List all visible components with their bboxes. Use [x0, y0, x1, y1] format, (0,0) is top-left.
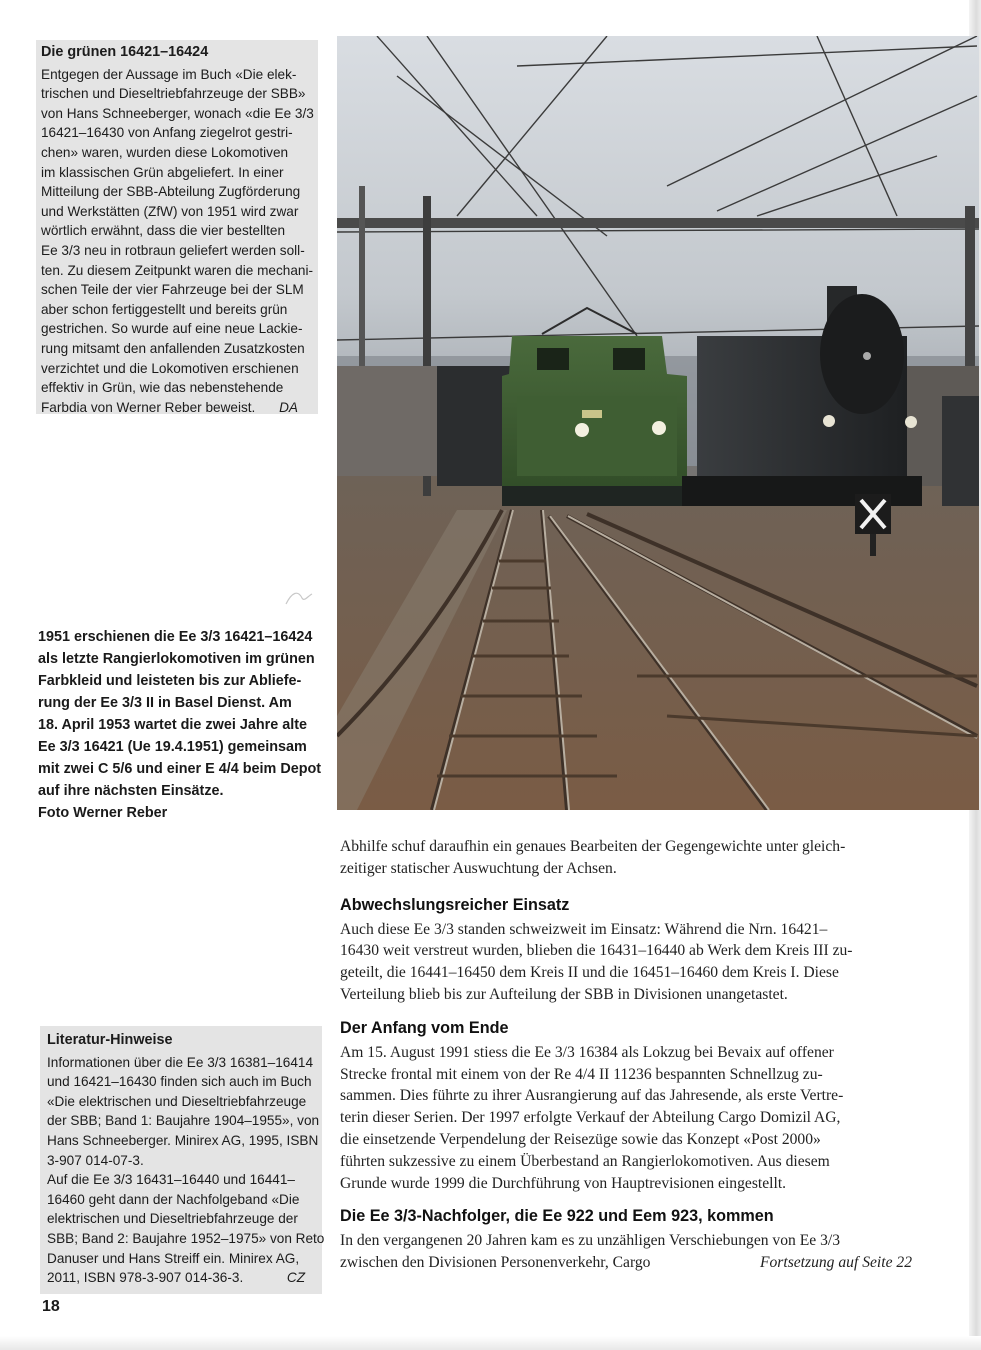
- literature-text-line: Hans Schneeberger. Minirex AG, 1995, ISBN: [47, 1132, 319, 1148]
- caption-text-line: auf ihre nächsten Einsätze.: [38, 783, 224, 799]
- section-anfang-text: [340, 1042, 912, 1195]
- literature-text-line: 16460 geht dann der Nachfolgeband «Die: [47, 1191, 300, 1207]
- section-einsatz-text: [340, 919, 912, 1006]
- caption-text-line: mit zwei C 5/6 und einer E 4/4 beim Depot: [38, 761, 322, 777]
- article-body: [340, 836, 912, 1274]
- caption-text-line: rung der Ee 3/3 II in Basel Dienst. Am: [38, 695, 292, 711]
- sidebar-text-line: Mitteilung der SBB-Abteilung Zugförderung: [41, 184, 301, 200]
- section-text-line: terin dieser Serien. Der 1997 erfolgte Verkauf der Abteilung Cargo Domizil AG,: [340, 1109, 841, 1127]
- sidebar-title: Die grünen 16421–16424: [41, 44, 209, 60]
- section-text-line: 16430 weit verstreut wurden, blieben die 16431–16440 ab Werk dem Kreis III zu-: [340, 942, 853, 960]
- sidebar-text-line: 16421–16430 von Anfang ziegelrot gestri-: [41, 125, 293, 141]
- sidebar-text-line: trischen und Dieseltriebfahrzeuge der SBB»: [41, 86, 306, 102]
- literature-text-line: elektrischen und Dieseltriebfahrzeuge der: [47, 1211, 298, 1227]
- sidebar-green-locos: [36, 40, 318, 414]
- sidebar-text-line: im klassischen Grün abgeliefert. In einer: [41, 164, 284, 180]
- sidebar-text-line: Ee 3/3 neu in rotbraun geliefert werden soll-: [41, 242, 305, 258]
- sidebar-text-line: chen» waren, wurden diese Lokomotiven: [41, 144, 289, 160]
- literature-text-line: Auf die Ee 3/3 16431–16440 und 16441–: [47, 1172, 295, 1188]
- caption-text-line: als letzte Rangierlokomotiven im grünen: [38, 651, 315, 667]
- section-text-line: Auch diese Ee 3/3 standen schweizweit im Einsatz: Während die Nrn. 16421–: [340, 920, 828, 938]
- sidebar-text-line: Entgegen der Aussage im Buch «Die elek-: [41, 66, 297, 82]
- literature-text-line: SBB; Band 2: Baujahre 1952–1975» von Reto: [47, 1230, 325, 1246]
- sidebar-body: [41, 65, 312, 398]
- section-heading-anfang-vom-ende: Der Anfang vom Ende: [340, 1018, 509, 1037]
- literature-body: [47, 1053, 325, 1269]
- sidebar-text-line: von Hans Schneeberger, wonach «die Ee 3/3: [41, 105, 314, 121]
- caption-text-line: Farbkleid und leisteten bis zur Abliefe-: [38, 673, 302, 689]
- page-bottom-edge: [0, 1336, 981, 1350]
- literature-last-line: [47, 1268, 315, 1288]
- caption-text-line: Foto Werner Reber: [38, 805, 168, 821]
- sidebar-text-line: schen Teile der vier Fahrzeuge bei der SLM: [41, 282, 304, 298]
- sidebar-text-line: und Werkstätten (ZfW) von 1951 wird zwar: [41, 203, 299, 219]
- section-text-line: In den vergangenen 20 Jahren kam es zu unzähligen Verschiebungen von Ee 3/3: [340, 1232, 840, 1250]
- section-text-line: Am 15. August 1991 stiess die Ee 3/3 16384 als Lokzug bei Bevaix auf offener: [340, 1043, 834, 1061]
- literature-signature: CZ: [286, 1270, 305, 1286]
- literature-text-line: «Die elektrischen und Dieseltriebfahrzeuge: [47, 1093, 307, 1109]
- intro-text-line: zeitiger statischer Auswuchtung der Achsen.: [340, 859, 617, 877]
- sidebar-last-text: Farbdia von Werner Reber beweist.: [41, 399, 256, 415]
- section-nachfolger-last-line: zwischen den Divisionen Personenverkehr, Cargo: [340, 1254, 651, 1272]
- literature-text-line: Informationen über die Ee 3/3 16381–16414: [47, 1054, 314, 1070]
- literature-text-line: und 16421–16430 finden sich auch im Buch: [47, 1074, 312, 1090]
- literature-text-line: der SBB; Band 1: Baujahre 1904–1955», von: [47, 1113, 320, 1129]
- section-text-line: sammen. Dies führte zu ihrer Ausrangierung auf das Jahresende, als erste Vertre-: [340, 1087, 844, 1105]
- sidebar-text-line: verzichtet und die Lokomotiven erschienen: [41, 360, 299, 376]
- literature-box: [40, 1026, 325, 1294]
- sidebar-text-line: aber schon fertiggestellt und bereits grün: [41, 301, 288, 317]
- sidebar-text-line: effektiv in Grün, wie das nebenstehende: [41, 380, 284, 396]
- caption-text-line: 1951 erschienen die Ee 3/3 16421–16424: [38, 629, 313, 645]
- literature-text-line: 3-907 014-07-3.: [47, 1152, 144, 1168]
- sidebar-text-line: wörtlich erwähnt, dass die vier bestellten: [41, 223, 286, 239]
- intro-paragraph: [340, 836, 912, 880]
- photo-locomotives-depot: [337, 36, 979, 810]
- literature-text-line: Danuser und Hans Streiff ein. Minirex AG,: [47, 1250, 300, 1266]
- intro-text-line: Abhilfe schuf daraufhin ein genaues Bearbeiten der Gegengewichte unter gleich-: [340, 838, 846, 855]
- section-nachfolger-text: [340, 1230, 912, 1252]
- section-text-line: Strecke frontal mit einem von der Re 4/4 II 11236 bespannten Schnellzug zu-: [340, 1065, 823, 1083]
- caption-text-line: 18. April 1953 wartet die zwei Jahre alte: [38, 717, 308, 733]
- sidebar-signature: DA: [279, 399, 298, 415]
- sidebar-text-line: rung mitsamt den anfallenden Zusatzkosten: [41, 340, 305, 356]
- section-text-line: geteilt, die 16441–16450 dem Kreis II und die 16451–16460 dem Kreis I. Diese: [340, 964, 839, 982]
- section-heading-einsatz: Abwechslungsreicher Einsatz: [340, 895, 570, 914]
- literature-last-text: 2011, ISBN 978-3-907 014-36-3.: [47, 1270, 244, 1286]
- sidebar-text-line: ten. Zu diesem Zeitpunkt waren die mechani-: [41, 262, 314, 278]
- sidebar-text-line: gestrichen. So wurde auf eine neue Lackie-: [41, 321, 303, 337]
- section-text-line: die einsetzende Verpendelung der Reisezüge sowie das Konzept «Post 2000»: [340, 1130, 821, 1148]
- literature-title: Literatur-Hinweise: [47, 1032, 173, 1048]
- page-number: 18: [42, 1298, 60, 1315]
- section-text-line: Grunde wurde 1999 die Durchführung von Hauptrevisionen eingestellt.: [340, 1174, 787, 1192]
- sidebar-last-line: [41, 398, 312, 418]
- continuation-line: [340, 1252, 912, 1274]
- section-heading-nachfolger: Die Ee 3/3-Nachfolger, die Ee 922 und Eem 923, kommen: [340, 1207, 774, 1226]
- section-text-line: Verteilung blieb bis zur Aufteilung der SBB in Divisionen unangetastet.: [340, 985, 788, 1003]
- photo-caption: [38, 626, 328, 824]
- section-text-line: führten sukzessive zu einem Überbestand an Rangierlokomotiven. Aus diesem: [340, 1152, 830, 1170]
- caption-text-line: Ee 3/3 16421 (Ue 19.4.1951) gemeinsam: [38, 739, 307, 755]
- continuation-note: Fortsetzung auf Seite 22: [759, 1254, 912, 1272]
- decorative-mark: [284, 586, 314, 608]
